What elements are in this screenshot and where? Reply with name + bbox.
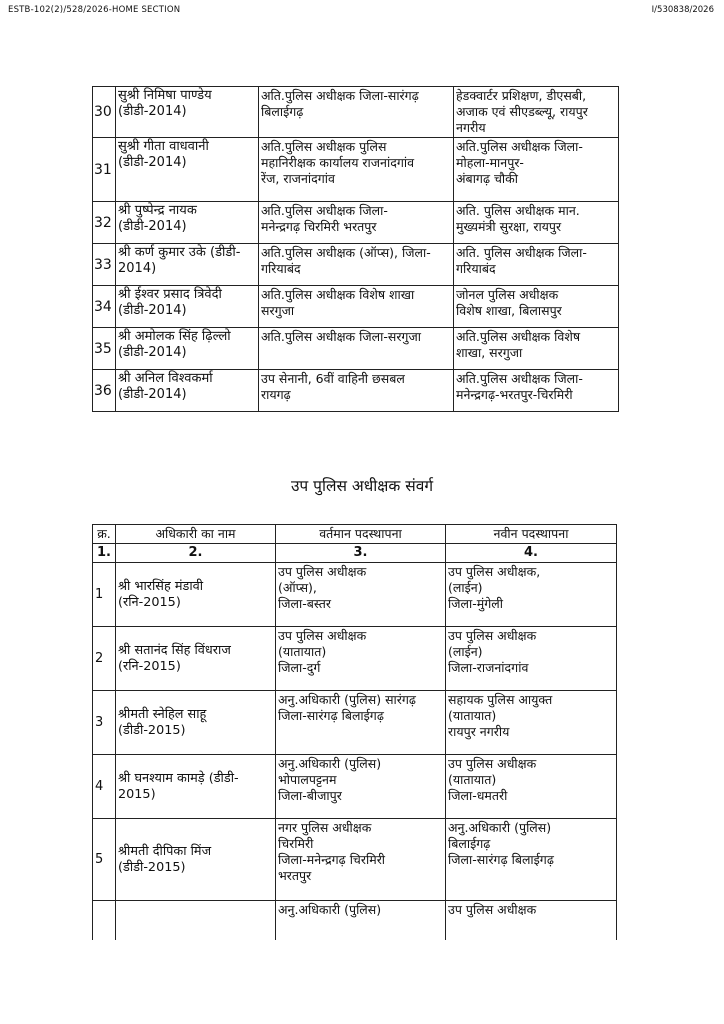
- new-posting: [446, 627, 617, 691]
- current-posting: [276, 755, 446, 819]
- table-row: [93, 563, 617, 627]
- current-posting: [276, 901, 446, 941]
- serial-number: 34: [93, 286, 116, 328]
- current-posting-line: सरगुजा: [261, 303, 295, 318]
- new-posting-line: बिलाईगढ़: [448, 836, 491, 851]
- new-posting-line: हेडक्वार्टर प्रशिक्षण, डीएसबी,: [456, 88, 587, 103]
- current-posting-line: अति.पुलिस अधीक्षक विशेष शाखा: [261, 287, 415, 302]
- officer-name: [116, 819, 276, 901]
- current-posting: [259, 286, 454, 328]
- table-row: [93, 202, 619, 244]
- table-row: [93, 819, 617, 901]
- current-posting: [259, 244, 454, 286]
- new-posting-line: सहायक पुलिस आयुक्त: [448, 692, 553, 707]
- serial-number: 5: [93, 819, 116, 901]
- current-posting-line: नगर पुलिस अधीक्षक: [278, 820, 372, 835]
- current-posting-line: बिलाईगढ़: [261, 104, 304, 119]
- table-row: [93, 286, 619, 328]
- new-posting-line: नगरीय: [456, 120, 486, 135]
- current-posting-line: (यातायात): [278, 644, 327, 659]
- officer-name-line: (डीडी-2014): [118, 345, 187, 360]
- officer-name-line: 2015): [118, 786, 156, 802]
- current-posting-line: जिला-दुर्ग: [278, 660, 321, 675]
- officer-name: [116, 563, 276, 627]
- file-reference: ESTB-102(2)/528/2026-HOME SECTION: [8, 5, 181, 15]
- new-posting-line: (यातायात): [448, 708, 497, 723]
- officer-name-line: (रनि-2015): [118, 594, 181, 610]
- current-posting-line: अनु.अधिकारी (पुलिस) सारंगढ़: [278, 692, 416, 707]
- current-posting-line: उप पुलिस अधीक्षक: [278, 628, 367, 643]
- table-row: [93, 627, 617, 691]
- new-posting-line: शाखा, सरगुजा: [456, 345, 523, 360]
- new-posting: [454, 370, 619, 412]
- current-posting-line: अति.पुलिस अधीक्षक जिला-: [261, 203, 388, 218]
- new-posting-line: गरियाबंद: [456, 261, 496, 276]
- new-posting-line: अति.पुलिस अधीक्षक जिला-: [456, 371, 583, 386]
- current-posting: [276, 563, 446, 627]
- current-posting-line: भरतपुर: [278, 868, 312, 883]
- officer-name: [116, 755, 276, 819]
- new-posting-line: मनेन्द्रगढ़-भरतपुर-चिरमिरी: [456, 387, 573, 402]
- column-number: 4.: [446, 544, 617, 563]
- column-number-row: [93, 544, 617, 563]
- new-posting-line: उप पुलिस अधीक्षक: [448, 756, 537, 771]
- officer-name: [116, 87, 259, 138]
- new-posting-line: जिला-राजनांदगांव: [448, 660, 529, 675]
- current-posting-line: चिरमिरी: [278, 836, 314, 851]
- officer-name: [116, 244, 259, 286]
- table-header-row: [93, 525, 617, 544]
- new-posting-line: मोहला-मानपुर-: [456, 155, 524, 170]
- serial-number: 35: [93, 328, 116, 370]
- new-posting-line: जोनल पुलिस अधीक्षक: [456, 287, 559, 302]
- current-posting-line: गरियाबंद: [261, 261, 301, 276]
- new-posting-line: अति. पुलिस अधीक्षक जिला-: [456, 245, 587, 260]
- column-number: 1.: [93, 544, 116, 563]
- officer-name-line: श्री अनिल विश्वकर्मा: [118, 371, 213, 386]
- new-posting-line: जिला-मुंगेली: [448, 596, 503, 611]
- current-posting-line: जिला-सारंगढ़ बिलाईगढ़: [278, 708, 384, 723]
- current-posting-line: महानिरीक्षक कार्यालय राजनांदगांव: [261, 155, 415, 170]
- new-posting: [446, 563, 617, 627]
- officer-name-line: श्री पुष्पेन्द्र नायक: [118, 203, 197, 218]
- current-posting-line: भोपालपट्टनम: [278, 772, 337, 787]
- current-posting-line: रेंज, राजनांदगांव: [261, 171, 335, 186]
- current-posting: [259, 87, 454, 138]
- document-reference: I/530838/2026: [651, 5, 714, 15]
- officer-name-line: (डीडी-2014): [118, 303, 187, 318]
- current-posting: [259, 370, 454, 412]
- new-posting-line: उप पुलिस अधीक्षक: [448, 628, 537, 643]
- officer-name-line: (रनि-2015): [118, 658, 181, 674]
- serial-number: 3: [93, 691, 116, 755]
- header-current-posting: वर्तमान पदस्थापना: [276, 525, 446, 544]
- new-posting: [446, 691, 617, 755]
- current-posting-line: जिला-मनेन्द्रगढ़ चिरमिरी: [278, 852, 386, 867]
- new-posting-line: (लाईन): [448, 644, 483, 659]
- new-posting-line: अंबागढ़ चौकी: [456, 171, 518, 186]
- section-title-dsp-cadre: उप पुलिस अधीक्षक संवर्ग: [290, 477, 434, 495]
- serial-number: 36: [93, 370, 116, 412]
- serial-number: 1: [93, 563, 116, 627]
- current-posting-line: जिला-बस्तर: [278, 596, 331, 611]
- current-posting: [259, 328, 454, 370]
- new-posting-line: अनु.अधिकारी (पुलिस): [448, 820, 552, 835]
- current-posting: [276, 819, 446, 901]
- table-row: [93, 244, 619, 286]
- header-new-posting: नवीन पदस्थापना: [446, 525, 617, 544]
- officer-name: [116, 202, 259, 244]
- officer-name-line: श्रीमती स्नेहिल साहू: [118, 706, 207, 722]
- new-posting: [454, 202, 619, 244]
- current-posting: [276, 627, 446, 691]
- current-posting: [259, 202, 454, 244]
- current-posting-line: अनु.अधिकारी (पुलिस): [278, 902, 382, 917]
- current-posting: [276, 691, 446, 755]
- current-posting-line: (ऑप्स),: [278, 580, 317, 595]
- column-number: 2.: [116, 544, 276, 563]
- new-posting: [454, 138, 619, 202]
- new-posting: [454, 328, 619, 370]
- current-posting-line: उप सेनानी, 6वीं वाहिनी छसबल: [261, 371, 405, 386]
- officer-name-line: श्री भारसिंह मंडावी: [118, 578, 204, 594]
- new-posting-line: रायपुर नगरीय: [448, 724, 510, 739]
- officer-name-line: (डीडी-2014): [118, 104, 187, 119]
- current-posting-line: अति.पुलिस अधीक्षक पुलिस: [261, 139, 387, 154]
- officer-name-line: श्री कर्ण कुमार उके (डीडी-: [118, 245, 241, 260]
- officer-name-line: श्री ईश्वर प्रसाद त्रिवेदी: [118, 287, 222, 302]
- current-posting-line: अति.पुलिस अधीक्षक (ऑप्स), जिला-: [261, 245, 431, 260]
- current-posting-line: रायगढ़: [261, 387, 291, 402]
- officer-name-line: श्री सतानंद सिंह विंधराज: [118, 642, 231, 658]
- new-posting: [454, 87, 619, 138]
- officer-name-line: श्रीमती दीपिका मिंज: [118, 843, 212, 859]
- header-officer-name: अधिकारी का नाम: [116, 525, 276, 544]
- new-posting-line: उप पुलिस अधीक्षक: [448, 902, 537, 917]
- table-row: [93, 901, 617, 941]
- officer-name-line: श्री घनश्याम कामडे़ (डीडी-: [118, 770, 239, 786]
- new-posting: [446, 901, 617, 941]
- new-posting: [446, 819, 617, 901]
- officer-name: [116, 691, 276, 755]
- officer-name-line: (डीडी-2014): [118, 387, 187, 402]
- new-posting-line: अजाक एवं सीएडब्ल्यू, रायपुर: [456, 104, 588, 119]
- new-posting: [454, 286, 619, 328]
- table-row: [93, 691, 617, 755]
- column-number: 3.: [276, 544, 446, 563]
- new-posting-line: (लाईन): [448, 580, 483, 595]
- header-serial: क्र.: [93, 525, 116, 544]
- table-row: [93, 755, 617, 819]
- new-posting-line: जिला-धमतरी: [448, 788, 508, 803]
- current-posting-line: जिला-बीजापुर: [278, 788, 342, 803]
- new-posting-line: अति. पुलिस अधीक्षक मान.: [456, 203, 580, 218]
- officer-name: [116, 370, 259, 412]
- serial-number: 33: [93, 244, 116, 286]
- serial-number: 2: [93, 627, 116, 691]
- table-row: [93, 370, 619, 412]
- new-posting-line: अति.पुलिस अधीक्षक विशेष: [456, 329, 581, 344]
- officer-name-line: सुश्री गीता वाधवानी: [118, 139, 209, 154]
- serial-number: 4: [93, 755, 116, 819]
- officer-name: [116, 627, 276, 691]
- serial-number: [93, 901, 116, 941]
- officer-name-line: 2014): [118, 261, 157, 276]
- new-posting-line: अति.पुलिस अधीक्षक जिला-: [456, 139, 583, 154]
- officer-name-line: श्री अमोलक सिंह ढ़िल्लो: [118, 329, 231, 344]
- current-posting-line: अति.पुलिस अधीक्षक जिला-सरगुजा: [261, 329, 421, 344]
- current-posting: [259, 138, 454, 202]
- current-posting-line: उप पुलिस अधीक्षक: [278, 564, 367, 579]
- new-posting-line: (यातायात): [448, 772, 497, 787]
- officer-name: [116, 328, 259, 370]
- officer-name: [116, 138, 259, 202]
- new-posting-line: विशेष शाखा, बिलासपुर: [456, 303, 562, 318]
- officer-name-line: (डीडी-2014): [118, 219, 187, 234]
- table-row: [93, 328, 619, 370]
- officer-name-line: (डीडी-2015): [118, 722, 186, 738]
- officer-name-line: सुश्री निमिषा पाण्डेय: [118, 88, 212, 103]
- officer-name: [116, 286, 259, 328]
- serial-number: 30: [93, 87, 116, 138]
- table-row: [93, 138, 619, 202]
- officer-name-line: (डीडी-2015): [118, 859, 186, 875]
- current-posting-line: अनु.अधिकारी (पुलिस): [278, 756, 382, 771]
- new-posting-line: जिला-सारंगढ़ बिलाईगढ़: [448, 852, 554, 867]
- asp-transfer-table: [92, 86, 619, 412]
- officer-name: [116, 901, 276, 941]
- new-posting: [446, 755, 617, 819]
- serial-number: 32: [93, 202, 116, 244]
- officer-name-line: (डीडी-2014): [118, 155, 187, 170]
- page-bottom-margin: [0, 940, 724, 1024]
- table-row: [93, 87, 619, 138]
- new-posting: [454, 244, 619, 286]
- current-posting-line: अति.पुलिस अधीक्षक जिला-सारंगढ़: [261, 88, 419, 103]
- serial-number: 31: [93, 138, 116, 202]
- dsp-transfer-table: [92, 524, 617, 941]
- new-posting-line: मुख्यमंत्री सुरक्षा, रायपुर: [456, 219, 562, 234]
- current-posting-line: मनेन्द्रगढ़ चिरमिरी भरतपुर: [261, 219, 377, 234]
- new-posting-line: उप पुलिस अधीक्षक,: [448, 564, 541, 579]
